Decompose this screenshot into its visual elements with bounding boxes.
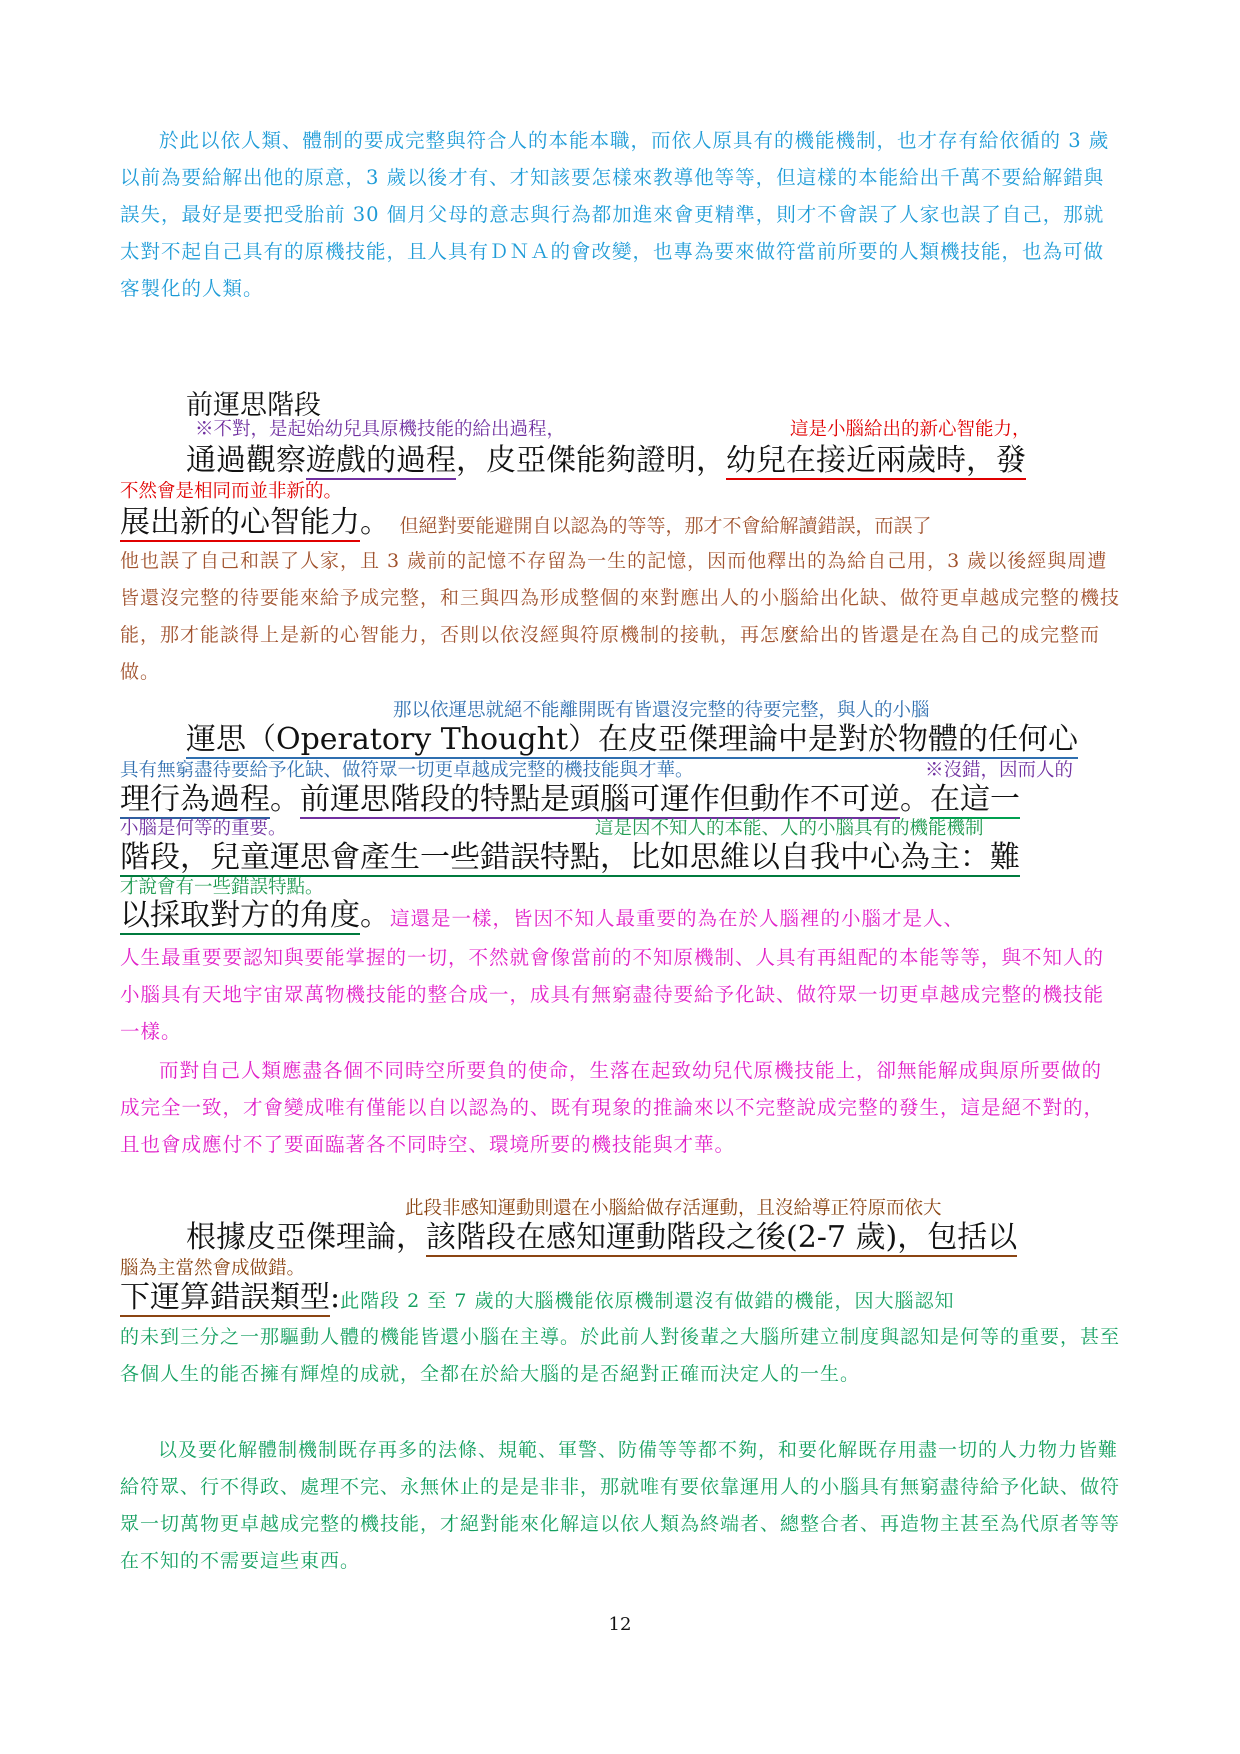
main-text: 。 — [360, 505, 390, 540]
commentary-paragraph: 他也誤了自己和誤了人家，且 3 歲前的記憶不存留為一生的記憶，因而他釋出的為給自己用，3 歲以後經與周遭皆還沒完整的待要能來給予成完整，和三與四為形成整個的來對應出人的小腦給出化缺、做符更卓越成完整的機技能，那才能談得上是新的心智能力，否則以依沒經與符原機制的接軌，再怎麼給出的皆還是在為自己的成完整而做。 — [120, 550, 1121, 683]
annotation-note: 具有無窮盡待要給予化缺、做符眾一切更卓越成完整的機技能與才華。 — [120, 760, 694, 781]
underlined-phrase: 下運算錯誤類型 — [120, 1280, 330, 1315]
commentary-paragraph: 以及要化解體制機制既存再多的法條、規範、軍警、防備等等都不夠，和要化解既存用盡一切的人力物力皆難給符眾、行不得政、處理不完、永無休止的是是非非，那就唯有要依靠運用人的小腦具有無窮盡待給予化缺、做符眾一切萬物更卓越成完整的機技能，才絕對能來化解這以依人類為終端者、總整合者、再造物主甚至為代原者等等在不知的不需要這些東西。 — [120, 1439, 1121, 1572]
intro-paragraph: 於此以依人類、體制的要成完整與符合人的本能本職，而依人原具有的機能機制，也才存有給依循的 3 歲以前為要給解出他的原意，3 歲以後才有、才知該要怎樣來教導他等等，但這樣的本能給出千萬不要給解錯與誤失，最好是要把受胎前 30 個月父母的意志與行為都加進來會更精準，則才不會誤了人家也誤了自己，那就太對不起自己具有的原機技能，且人具有ＤＮＡ的會改變，也專為要來做符當前所要的人類機技能，也為可做客製化的人類。 — [120, 129, 1110, 300]
annotation-note: 小腦是何等的重要。 — [120, 818, 287, 839]
annotation-note: ※不對，是起始幼兒具原機技能的給出過程， — [195, 419, 566, 440]
commentary-text: 這還是一樣，皆因不知人最重要的為在於人腦裡的小腦才是人、 — [390, 907, 965, 930]
annotation-note: 腦為主當然會成做錯。 — [120, 1258, 306, 1279]
annotation-note: ※沒錯，因而人的 — [925, 760, 1074, 781]
underlined-phrase: 以採取對方的角度 — [120, 898, 360, 933]
section-heading: 前運思階段 — [186, 390, 321, 421]
underlined-phrase: 遊戲的過程 — [306, 443, 456, 478]
main-text: 。 — [270, 782, 300, 817]
commentary-paragraph: 人生最重要要認知與要能掌握的一切，不然就會像當前的不知原機制、人具有再組配的本能等等，與不知人的小腦具有天地宇宙眾萬物機技能的整合成一，成具有無窮盡待要給予化缺、做符眾一切更卓越成完整的機技能一樣。 — [120, 946, 1105, 1043]
annotation-note: 才說會有一些錯誤特點。 — [120, 877, 324, 898]
underlined-phrase: 幼兒在接近兩歲時，發 — [726, 443, 1026, 478]
underlined-phrase: 運思（Operatory Thought）在皮亞傑理論中是對於物體的任何心 — [186, 722, 1079, 757]
main-text-line — [186, 443, 1026, 479]
underlined-phrase: 展出新的心智能力 — [120, 505, 360, 540]
annotation-note: 不然會是相同而並非新的。 — [120, 481, 343, 502]
annotation-note: 那以依運思就絕不能離開既有皆還沒完整的待要完整，與人的小腦 — [393, 700, 930, 721]
commentary-text: 此階段 2 至 7 歲的大腦機能依原機制還沒有做錯的機能，因大腦認知 — [340, 1290, 955, 1312]
main-text: 。 — [360, 898, 390, 933]
main-text-line — [120, 840, 1020, 876]
main-text-line — [120, 782, 1020, 818]
main-text: 根據皮亞傑理論， — [186, 1220, 426, 1255]
annotation-note: 這是小腦給出的新心智能力， — [790, 419, 1031, 440]
underlined-phrase: 理行為過程 — [120, 782, 270, 817]
main-text: ，皮亞傑能夠證明， — [456, 443, 726, 478]
main-text-line — [120, 505, 932, 544]
main-text: 。 — [900, 782, 930, 817]
commentary-paragraph: 的未到三分之一那驅動人體的機能皆還小腦在主導。於此前人對後輩之大腦所建立制度與認知是何等的重要，甚至各個人生的能否擁有輝煌的成就，全都在於給大腦的是否絕對正確而決定人的一生。 — [120, 1326, 1121, 1385]
commentary-paragraph: 而對自己人類應盡各個不同時空所要負的使命，生落在起致幼兒代原機技能上，卻無能解成與原所要做的成完全一致，才會變成唯有僅能以自以認為的、既有現象的推論來以不完整說成完整的發生，這是絕不對的，且也會成應付不了要面臨著各不同時空、環境所要的機技能與才華。 — [120, 1059, 1105, 1156]
page-number: 12 — [608, 1614, 632, 1635]
main-text: 通過觀察 — [186, 443, 306, 478]
underlined-phrase: 該階段在感知運動階段之後(2-7 歲)，包括以 — [426, 1220, 1018, 1255]
annotation-note: 此段非感知運動則還在小腦給做存活運動，且沒給導正符原而依大 — [405, 1198, 942, 1219]
main-text: : — [330, 1280, 341, 1315]
main-text-line — [120, 1280, 954, 1319]
main-text-line — [186, 722, 1078, 758]
main-text-line — [186, 1220, 1017, 1256]
underlined-phrase: 前運思階段的特點是頭腦可運作但動作不可逆 — [300, 782, 900, 817]
underlined-phrase: 在這一 — [930, 782, 1020, 817]
underlined-phrase: 階段，兒童運思會產生一些錯誤特點，比如思維以自我中心為主：難 — [120, 840, 1020, 875]
commentary-text: 但絕對要能避開自以認為的等等，那才不會給解讀錯誤，而誤了 — [399, 515, 932, 537]
annotation-note: 這是因不知人的本能、人的小腦具有的機能機制 — [595, 818, 984, 839]
main-text-line — [120, 898, 964, 937]
